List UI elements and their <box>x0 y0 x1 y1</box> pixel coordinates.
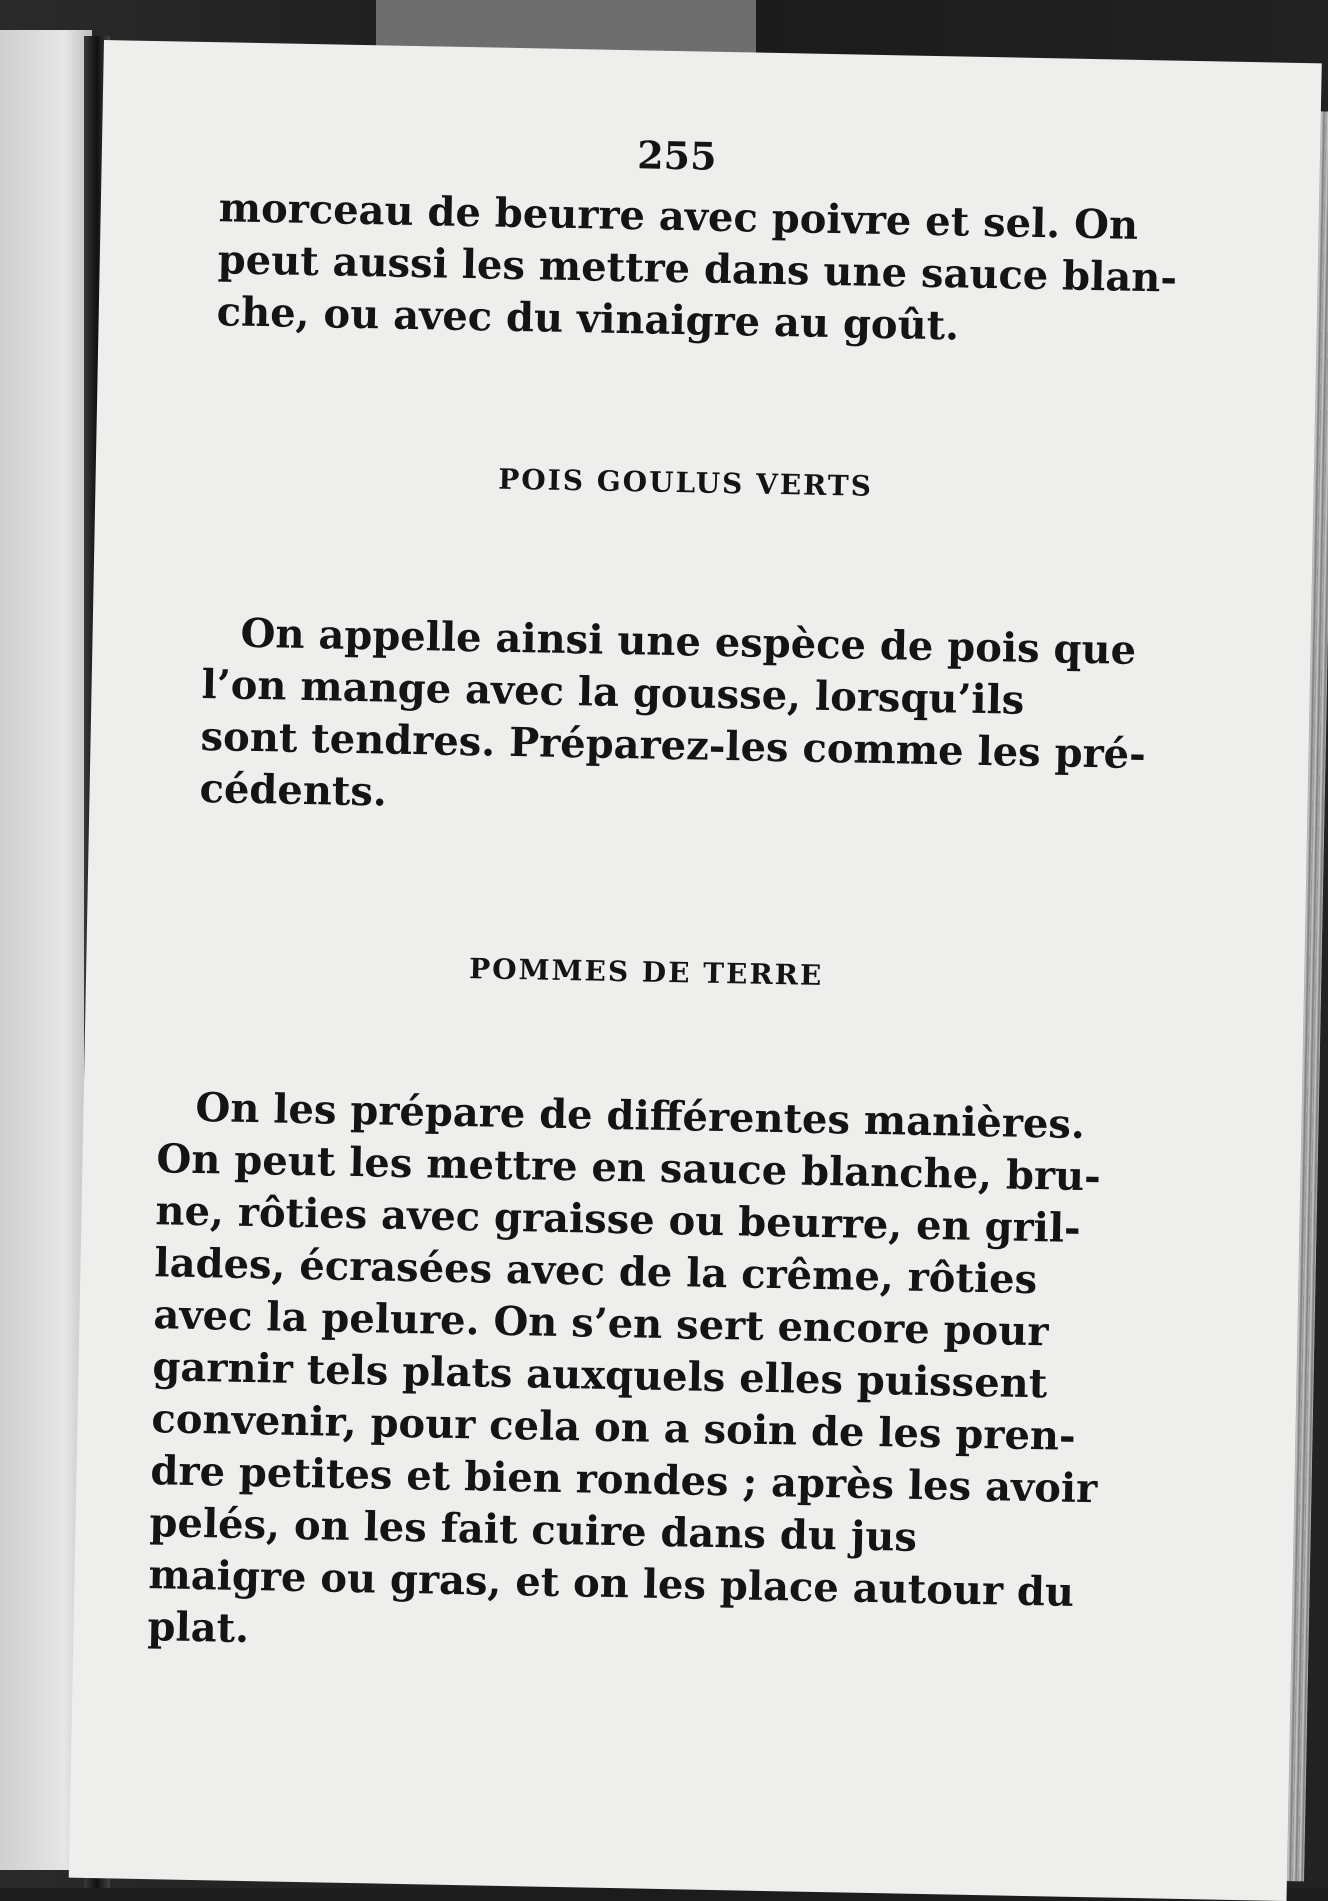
text-line: On les prépare de différentes manières. <box>195 1083 1086 1149</box>
text-line: pelés, on les fait cuire dans du jus <box>149 1499 918 1561</box>
text-line: garnir tels plats auxquels elles puissent <box>152 1343 1048 1408</box>
text-line: peut aussi les mettre dans une sauce blan- <box>217 236 1178 302</box>
page-number: 255 <box>636 132 717 179</box>
text-line: maigre ou gras, et on les place autour du <box>148 1551 1075 1616</box>
text-line: morceau de beurre avec poivre et sel. On <box>218 184 1139 249</box>
section-heading: POMMES DE TERRE <box>468 952 824 992</box>
text-line: cédents. <box>199 764 388 816</box>
text-line: lades, écrasées avec de la crême, rôties <box>154 1239 1038 1304</box>
text-line: sont tendres. Préparez-les comme les pré- <box>200 712 1147 779</box>
text-line: l’on mange avec la gousse, lorsqu’ils <box>201 660 1025 724</box>
continuation-paragraph <box>216 182 1178 355</box>
text-line: On peut les mettre en sauce blanche, bru- <box>156 1135 1102 1201</box>
text-line: On appelle ainsi une espèce de pois que <box>240 609 1137 674</box>
text-line: ne, rôties avec graisse ou beurre, en gril- <box>155 1187 1082 1252</box>
section-paragraph <box>199 607 1147 832</box>
text-line: convenir, pour cela on a soin de les pren- <box>151 1395 1077 1460</box>
text-line: che, ou avec du vinaigre au goût. <box>216 288 960 350</box>
text-line: dre petites et bien rondes ; après les avoir <box>150 1447 1098 1513</box>
section-paragraph <box>147 1081 1102 1671</box>
page-content <box>69 40 1322 1901</box>
text-line: plat. <box>147 1603 250 1653</box>
section-heading: POIS GOULUS VERTS <box>497 462 874 503</box>
text-line: avec la pelure. On s’en sert encore pour <box>153 1291 1049 1356</box>
book-page <box>69 40 1322 1901</box>
